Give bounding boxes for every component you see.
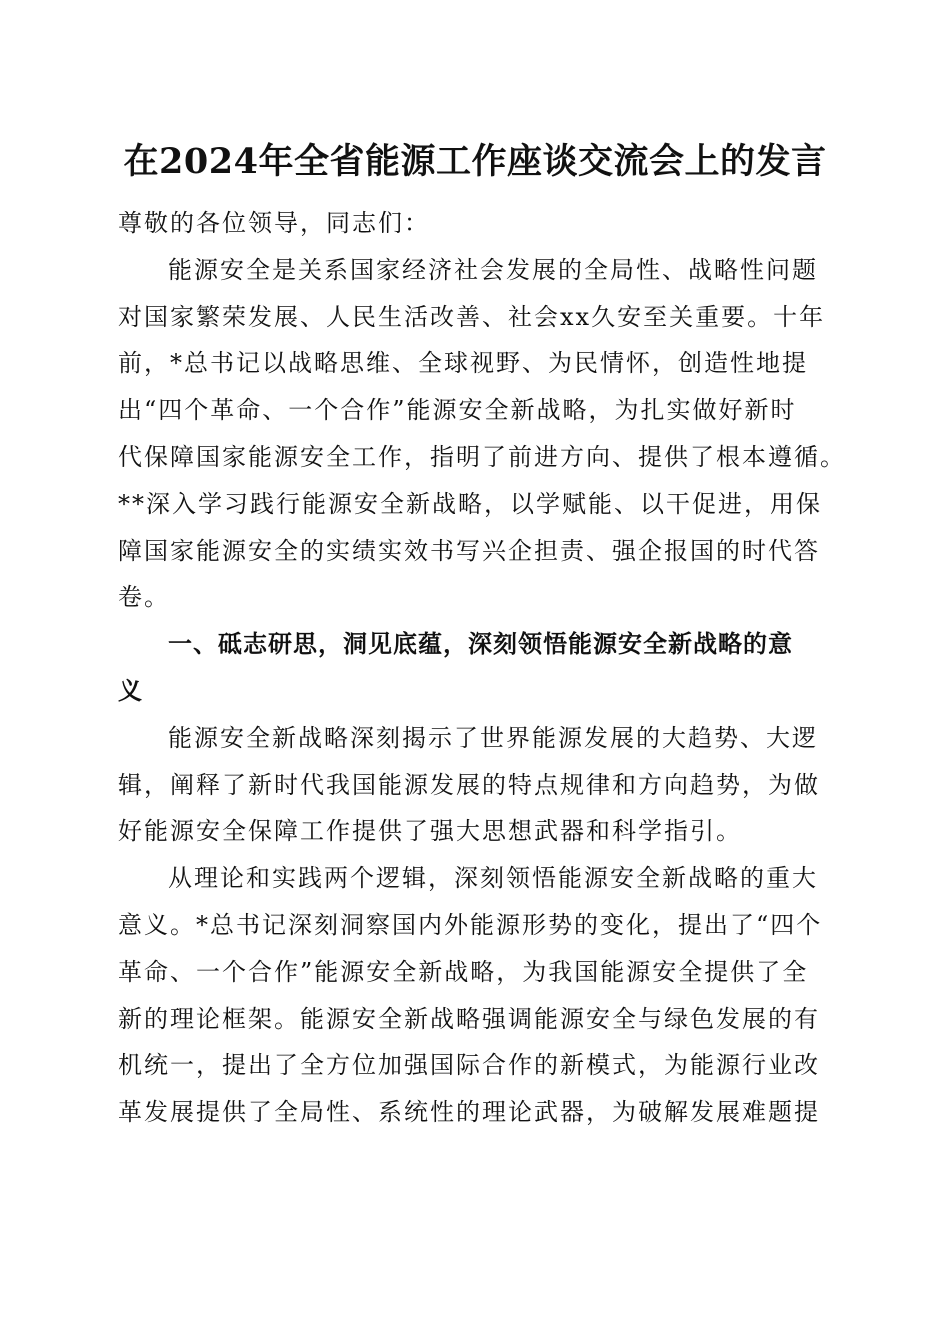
paragraph-line: **深入学习践行能源安全新战略，以学赋能、以干促进，用保 <box>118 489 822 518</box>
paragraph-line: 机统一，提出了全方位加强国际合作的新模式，为能源行业改 <box>118 1051 820 1080</box>
paragraph-line: 对国家繁荣发展、人民生活改善、社会xx久安至关重要。十年 <box>118 302 826 331</box>
paragraph-line: 革发展提供了全局性、系统性的理论武器，为破解发展难题提 <box>118 1098 820 1127</box>
salutation: 尊敬的各位领导，同志们： <box>118 209 430 237</box>
paragraph-3 <box>118 855 838 1136</box>
paragraph-line: 辑，阐释了新时代我国能源发展的特点规律和方向趋势，为做 <box>118 770 820 799</box>
paragraph-line: 障国家能源安全的实绩实效书写兴企担责、强企报国的时代答 <box>118 536 820 565</box>
paragraph-line: 能源安全新战略深刻揭示了世界能源发展的大趋势、大逻 <box>168 723 818 752</box>
heading-line: 一、砥志研思，洞见底蕴，深刻领悟能源安全新战略的意 <box>168 630 793 659</box>
section-heading-1 <box>118 621 838 715</box>
paragraph-line: 卷。 <box>118 583 170 612</box>
heading-line: 义 <box>118 676 143 705</box>
paragraph-line: 代保障国家能源安全工作，指明了前进方向、提供了根本遵循。 <box>118 442 846 471</box>
paragraph-line: 革命、一个合作”能源安全新战略，为我国能源安全提供了全 <box>118 957 809 986</box>
document-body <box>118 200 846 1136</box>
paragraph-line: 意义。*总书记深刻洞察国内外能源形势的变化，提出了“四个 <box>118 910 823 939</box>
paragraph-line: 出“四个革命、一个合作”能源安全新战略，为扎实做好新时 <box>118 396 797 425</box>
paragraph-line: 新的理论框架。能源安全新战略强调能源安全与绿色发展的有 <box>118 1004 820 1033</box>
paragraph-2 <box>118 715 838 855</box>
paragraph-line: 前，*总书记以战略思维、全球视野、为民情怀，创造性地提 <box>118 349 808 378</box>
paragraph-line: 能源安全是关系国家经济社会发展的全局性、战略性问题 <box>168 255 818 284</box>
document-title: 在2024年全省能源工作座谈交流会上的发言 <box>123 141 827 182</box>
paragraph-line: 从理论和实践两个逻辑，深刻领悟能源安全新战略的重大 <box>168 864 818 893</box>
paragraph-line: 好能源安全保障工作提供了强大思想武器和科学指引。 <box>118 817 742 846</box>
paragraph-1 <box>118 247 846 621</box>
